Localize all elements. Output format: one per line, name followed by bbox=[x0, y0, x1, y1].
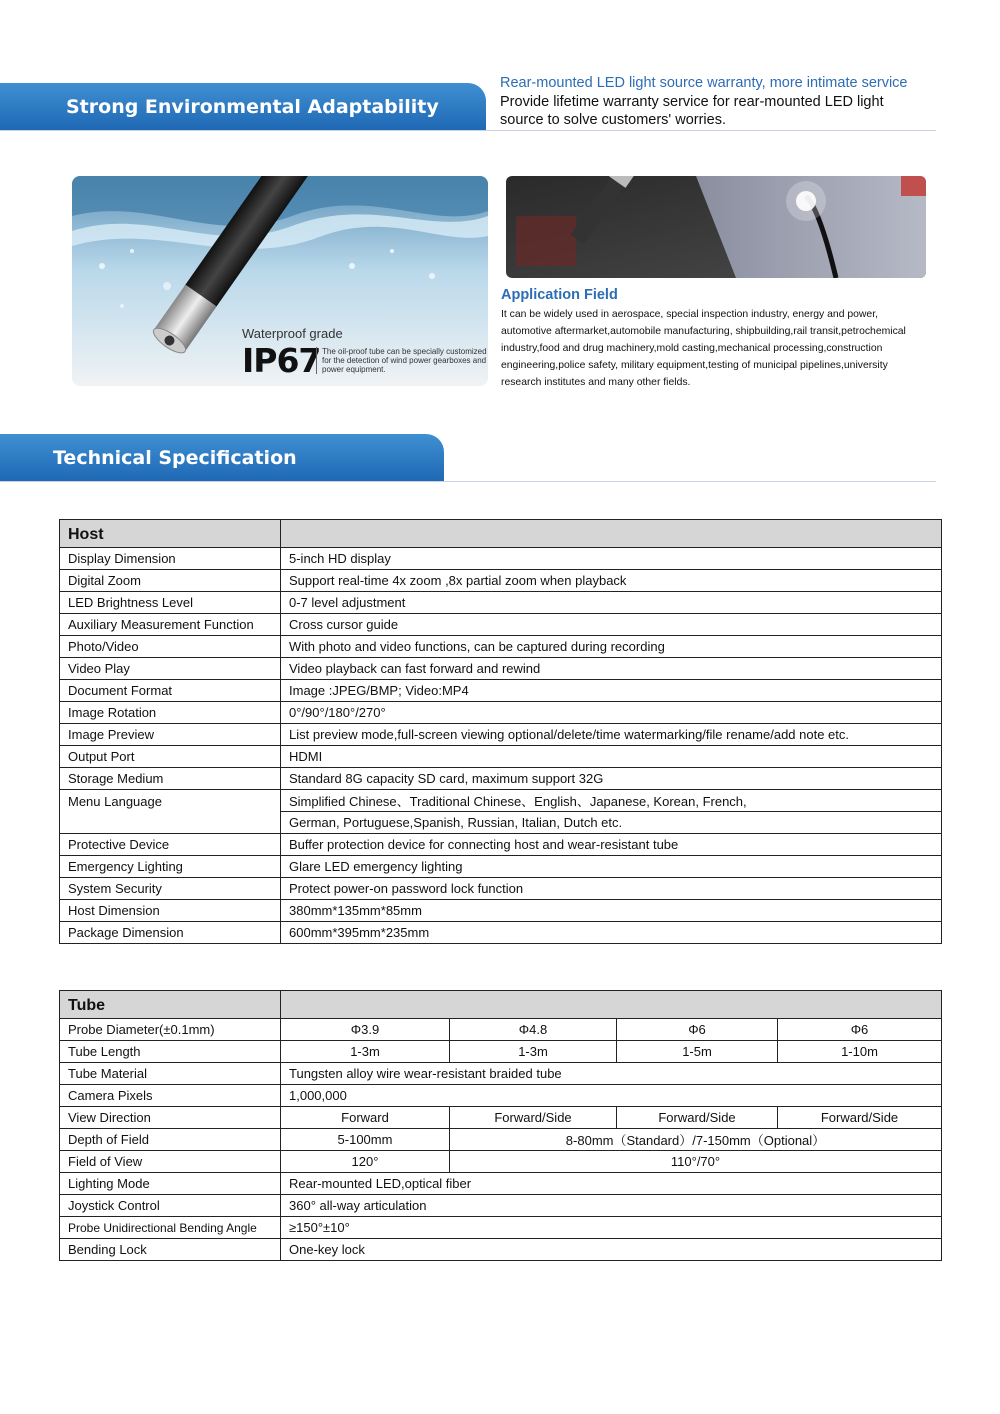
row-label: Image Rotation bbox=[60, 702, 281, 724]
table-row bbox=[60, 1151, 942, 1173]
warranty-body: Provide lifetime warranty service for rear-mounted LED light source to solve customers' worries. bbox=[500, 94, 884, 128]
row-label: Video Play bbox=[60, 658, 281, 680]
row-label: View Direction bbox=[60, 1107, 281, 1129]
table-header bbox=[60, 991, 942, 1019]
row-label: Emergency Lighting bbox=[60, 856, 281, 878]
row-label: Menu Language bbox=[60, 790, 281, 834]
row-label: LED Brightness Level bbox=[60, 592, 281, 614]
row-value: 600mm*395mm*235mm bbox=[281, 922, 942, 944]
row-label: Lighting Mode bbox=[60, 1173, 281, 1195]
row-label: Output Port bbox=[60, 746, 281, 768]
row-value: 1,000,000 bbox=[281, 1085, 942, 1107]
row-label: Depth of Field bbox=[60, 1129, 281, 1151]
row-value: ≥150°±10° bbox=[281, 1217, 942, 1239]
row-value: Forward/Side bbox=[450, 1107, 617, 1129]
row-value: 120° bbox=[281, 1151, 450, 1173]
row-value: One-key lock bbox=[281, 1239, 942, 1261]
application-image bbox=[506, 176, 926, 278]
row-label: Probe Unidirectional Bending Angle bbox=[60, 1217, 281, 1239]
section-banner-environmental bbox=[0, 83, 486, 131]
table-header bbox=[60, 520, 942, 548]
ip-description: The oil-proof tube can be specially customized for the detection of wind power gearboxes and power equipment. bbox=[316, 347, 488, 374]
row-value: 360° all-way articulation bbox=[281, 1195, 942, 1217]
table-row bbox=[60, 592, 942, 614]
table-row bbox=[60, 1239, 942, 1261]
row-label: Package Dimension bbox=[60, 922, 281, 944]
table-row bbox=[60, 1129, 942, 1151]
table-row bbox=[60, 856, 942, 878]
tube-spec-table bbox=[59, 990, 942, 1261]
row-label: Storage Medium bbox=[60, 768, 281, 790]
divider bbox=[0, 130, 936, 131]
host-spec-table bbox=[59, 519, 942, 944]
row-value: Image :JPEG/BMP; Video:MP4 bbox=[281, 680, 942, 702]
table-row bbox=[60, 1173, 942, 1195]
application-field-body: It can be widely used in aerospace, special inspection industry, energy and power, automotive aftermarket,automobile manufacturing, shipbuilding,rail transit,petrochemical industry,food and drug machinery,mold casting,mechanical processing,construction engineering,police safety, military equipment,testing of municipal pipelines,university research institutes and many other fields. bbox=[501, 309, 906, 388]
table-row bbox=[60, 1063, 942, 1085]
table-row bbox=[60, 1195, 942, 1217]
table-row bbox=[60, 1107, 942, 1129]
row-value: 1-3m bbox=[281, 1041, 450, 1063]
row-label: Host Dimension bbox=[60, 900, 281, 922]
row-value: Φ4.8 bbox=[450, 1019, 617, 1041]
waterproof-probe-image bbox=[72, 176, 488, 386]
table-row bbox=[60, 922, 942, 944]
row-value: 1-5m bbox=[617, 1041, 778, 1063]
table-header-blank bbox=[281, 991, 942, 1019]
table-row bbox=[60, 570, 942, 592]
row-label: Auxiliary Measurement Function bbox=[60, 614, 281, 636]
row-value: Φ3.9 bbox=[281, 1019, 450, 1041]
row-label: Field of View bbox=[60, 1151, 281, 1173]
table-title: Host bbox=[60, 520, 281, 548]
row-value: Tungsten alloy wire wear-resistant braided tube bbox=[281, 1063, 942, 1085]
table-row bbox=[60, 790, 942, 812]
row-value: Forward bbox=[281, 1107, 450, 1129]
row-value: Standard 8G capacity SD card, maximum support 32G bbox=[281, 768, 942, 790]
row-value: 1-3m bbox=[450, 1041, 617, 1063]
table-row bbox=[60, 1019, 942, 1041]
row-label: Display Dimension bbox=[60, 548, 281, 570]
table-row bbox=[60, 900, 942, 922]
row-label: Tube Material bbox=[60, 1063, 281, 1085]
table-row bbox=[60, 1041, 942, 1063]
divider bbox=[0, 481, 936, 482]
row-label: Bending Lock bbox=[60, 1239, 281, 1261]
table-row bbox=[60, 614, 942, 636]
row-value: German, Portuguese,Spanish, Russian, Italian, Dutch etc. bbox=[281, 812, 942, 834]
row-value: Cross cursor guide bbox=[281, 614, 942, 636]
table-row bbox=[60, 878, 942, 900]
row-label: System Security bbox=[60, 878, 281, 900]
row-value: 1-10m bbox=[778, 1041, 942, 1063]
table-row bbox=[60, 768, 942, 790]
row-value: List preview mode,full-screen viewing optional/delete/time watermarking/file rename/add note etc. bbox=[281, 724, 942, 746]
table-row bbox=[60, 702, 942, 724]
row-value: 110°/70° bbox=[450, 1151, 942, 1173]
row-label: Tube Length bbox=[60, 1041, 281, 1063]
row-value: Protect power-on password lock function bbox=[281, 878, 942, 900]
row-label: Image Preview bbox=[60, 724, 281, 746]
table-row bbox=[60, 1085, 942, 1107]
row-value: 5-inch HD display bbox=[281, 548, 942, 570]
row-value: Φ6 bbox=[778, 1019, 942, 1041]
row-label: Probe Diameter(±0.1mm) bbox=[60, 1019, 281, 1041]
row-value: 5-100mm bbox=[281, 1129, 450, 1151]
row-value: 8-80mm（Standard）/7-150mm（Optional） bbox=[450, 1129, 942, 1151]
row-value: 0°/90°/180°/270° bbox=[281, 702, 942, 724]
table-header-blank bbox=[281, 520, 942, 548]
row-label: Digital Zoom bbox=[60, 570, 281, 592]
row-value: Buffer protection device for connecting host and wear-resistant tube bbox=[281, 834, 942, 856]
table-row bbox=[60, 746, 942, 768]
section-title: Strong Environmental Adaptability bbox=[66, 96, 439, 118]
ip-rating: IP67 bbox=[242, 341, 321, 380]
row-label: Photo/Video bbox=[60, 636, 281, 658]
waterproof-label: Waterproof grade bbox=[242, 326, 343, 341]
row-value: Forward/Side bbox=[778, 1107, 942, 1129]
table-row bbox=[60, 1217, 942, 1239]
table-row bbox=[60, 680, 942, 702]
row-value: Support real-time 4x zoom ,8x partial zoom when playback bbox=[281, 570, 942, 592]
table-row bbox=[60, 658, 942, 680]
row-value: Forward/Side bbox=[617, 1107, 778, 1129]
row-value: Glare LED emergency lighting bbox=[281, 856, 942, 878]
table-title: Tube bbox=[60, 991, 281, 1019]
row-value: Rear-mounted LED,optical fiber bbox=[281, 1173, 942, 1195]
table-row bbox=[60, 548, 942, 570]
row-value: Simplified Chinese、Traditional Chinese、English、Japanese, Korean, French, bbox=[281, 790, 942, 812]
table-row bbox=[60, 724, 942, 746]
row-value: With photo and video functions, can be captured during recording bbox=[281, 636, 942, 658]
warranty-title: Rear-mounted LED light source warranty, more intimate service bbox=[500, 75, 908, 91]
row-value: HDMI bbox=[281, 746, 942, 768]
row-label: Joystick Control bbox=[60, 1195, 281, 1217]
section-banner-technical bbox=[0, 434, 444, 482]
table-row bbox=[60, 834, 942, 856]
row-label: Protective Device bbox=[60, 834, 281, 856]
row-value: 0-7 level adjustment bbox=[281, 592, 942, 614]
row-label: Camera Pixels bbox=[60, 1085, 281, 1107]
row-value: Video playback can fast forward and rewind bbox=[281, 658, 942, 680]
section-title: Technical Specification bbox=[53, 447, 297, 469]
table-row bbox=[60, 636, 942, 658]
row-value: 380mm*135mm*85mm bbox=[281, 900, 942, 922]
row-value: Φ6 bbox=[617, 1019, 778, 1041]
application-field-title: Application Field bbox=[501, 287, 618, 303]
row-label: Document Format bbox=[60, 680, 281, 702]
